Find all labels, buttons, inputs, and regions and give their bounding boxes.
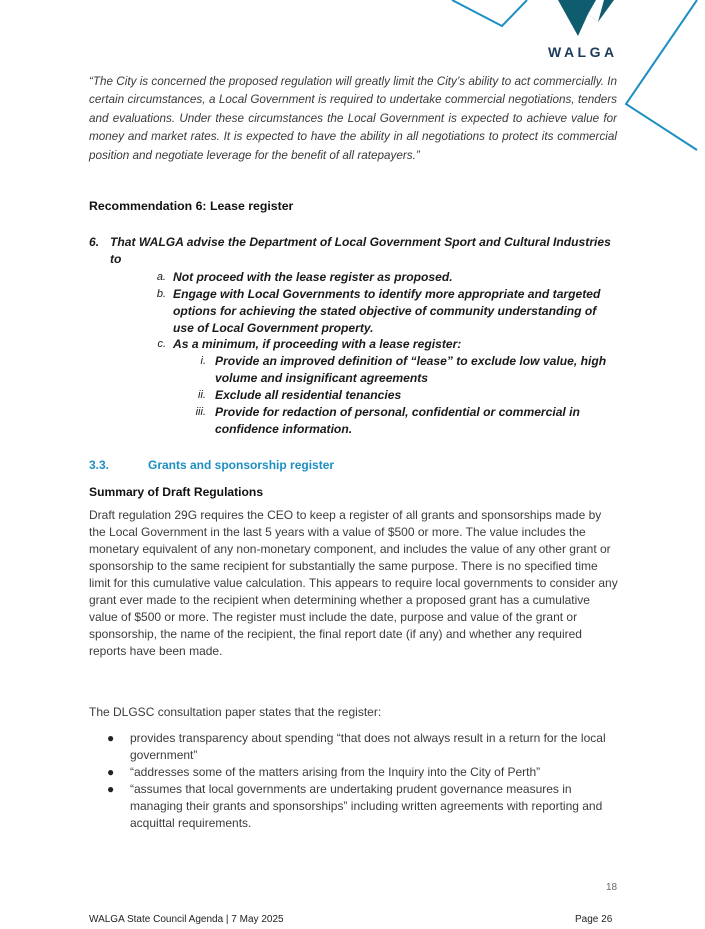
recommendation-subitem-i <box>192 353 617 387</box>
footer-agenda-label: WALGA State Council Agenda | 7 May 2025 <box>89 914 284 925</box>
recommendation-subitem-c <box>152 336 617 353</box>
decorative-line-right <box>626 0 697 150</box>
list-item-text: provides transparency about spending “that does not always result in a return for the local government” <box>130 731 606 762</box>
section-number: 3.3. <box>89 458 110 472</box>
bullet-icon: ● <box>107 731 115 745</box>
section-title: Grants and sponsorship register <box>148 458 335 472</box>
subitem-text: Not proceed with the lease register as proposed. <box>173 270 453 284</box>
recommendation-subitem-ii <box>192 387 617 404</box>
subitem-marker: a. <box>156 271 166 283</box>
list-item <box>89 730 619 764</box>
subitem-marker: b. <box>156 288 166 300</box>
subitem-marker: ii. <box>198 389 206 401</box>
subitem-text: Provide for redaction of personal, confidential or commercial in confidence information. <box>215 405 580 436</box>
subitem-text: As a minimum, if proceeding with a lease register: <box>173 337 462 351</box>
quote-paragraph: “The City is concerned the proposed regulation will greatly limit the City’s ability to act commercially. In certain circumstances, a Local Government is required to undertake commercial negotiations, tenders and evaluations. Under these circumstances the Local Government is expected to achieve value for money and market rates. It is expected to have the ability in all negotiations to protect its commercial position and negotiate leverage for the benefit of all ratepayers.” <box>89 75 617 162</box>
recommendation-subitem-b <box>152 286 617 337</box>
subitem-text: Provide an improved definition of “lease” to exclude low value, high volume and insignificant agreements <box>215 354 607 385</box>
list-item-text: “assumes that local governments are undertaking prudent governance measures in managing their grants and sponsorships” including written agreements with reporting and acquittal requirements. <box>130 782 603 830</box>
footer-page-label: Page 26 <box>575 914 613 925</box>
summary-heading: Summary of Draft Regulations <box>89 485 264 499</box>
subitem-text: Engage with Local Governments to identify more appropriate and targeted options for achieving the stated objective of community understanding of use of Local Government property. <box>173 287 601 335</box>
recommendation-number: 6. <box>89 235 100 249</box>
subitem-marker: iii. <box>195 406 206 418</box>
recommendation-heading: Recommendation 6: Lease register <box>89 199 294 213</box>
recommendation-subitem-iii <box>192 404 617 438</box>
bullet-icon: ● <box>107 765 115 779</box>
page-number: 18 <box>606 882 618 893</box>
subitem-marker: i. <box>200 355 206 367</box>
consultation-bullet-list <box>89 730 619 832</box>
consultation-intro: The DLGSC consultation paper states that the register: <box>89 705 382 719</box>
list-item-text: “addresses some of the matters arising from the Inquiry into the City of Perth” <box>130 765 541 779</box>
subitem-marker: c. <box>157 338 166 350</box>
subitem-text: Exclude all residential tenancies <box>215 388 402 402</box>
logo-wordmark: WALGA <box>548 44 618 60</box>
decorative-line-top <box>452 0 527 26</box>
recommendation-subitem-a <box>152 269 617 286</box>
summary-paragraph: Draft regulation 29G requires the CEO to keep a register of all grants and sponsorships made by the Local Government in the last 5 years with a value of $500 or more. The value includes the monetary equivalent of any non-monetary component, and includes the value of any other grant or sponsorship to the same recipient for substantially the same purpose. There is no specified time limit for this cumulative value calculation. This appears to require local governments to consider any grant ever made to the recipient when determining whether a proposed grant has a cumulative value of $500 or more. The register must include the date, purpose and value of the grant or sponsorship, the name of the recipient, the final report date (if any) and whether any required reports have been made. <box>89 508 618 658</box>
list-item <box>89 764 619 781</box>
recommendation-item <box>89 234 624 268</box>
list-item <box>89 781 619 832</box>
logo-emblem-icon <box>558 0 614 36</box>
bullet-icon: ● <box>107 782 115 796</box>
recommendation-text: That WALGA advise the Department of Local Government Sport and Cultural Industries to <box>110 235 611 266</box>
